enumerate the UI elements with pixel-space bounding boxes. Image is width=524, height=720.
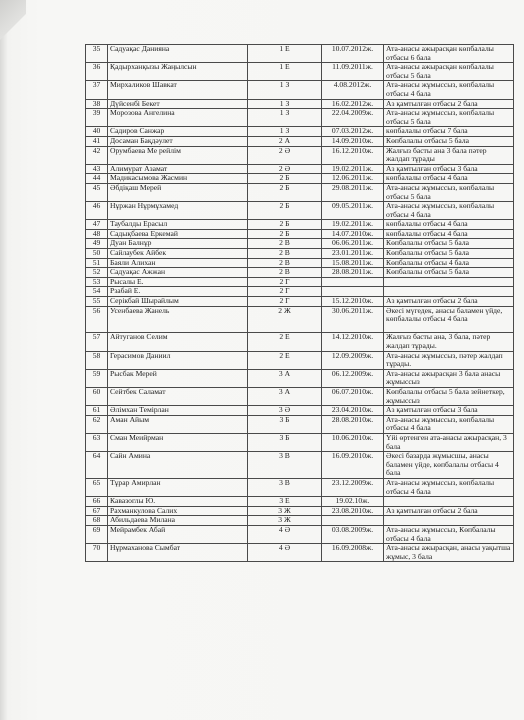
row-number-cell: 62 <box>86 415 108 433</box>
table-row <box>86 277 514 287</box>
birth-date-cell: 4.08.2012ж. <box>322 81 384 99</box>
birth-date-cell: 15.12.2010ж. <box>322 297 384 307</box>
class-name-cell: 1 Е <box>248 45 322 63</box>
row-number-cell: 67 <box>86 506 108 516</box>
class-name-cell: 2 Б <box>248 202 322 220</box>
birth-date-cell: 28.08.2010ж. <box>322 415 384 433</box>
birth-date-cell: 23.04.2010ж. <box>322 406 384 416</box>
birth-date-cell: 23.08.2010ж. <box>322 506 384 516</box>
class-name-cell: 2 В <box>248 268 322 278</box>
family-status-cell: Аз қамтылған отбасы 2 бала <box>384 297 514 307</box>
table-row <box>86 109 514 127</box>
table-row <box>86 229 514 239</box>
class-name-cell: 3 Ә <box>248 406 322 416</box>
row-number-cell: 65 <box>86 478 108 496</box>
page-corner-shadow <box>0 0 26 40</box>
class-name-cell: 2 В <box>248 249 322 259</box>
class-name-cell: 2 В <box>248 239 322 249</box>
row-number-cell: 47 <box>86 220 108 230</box>
row-number-cell: 44 <box>86 174 108 184</box>
birth-date-cell: 06.06.2011ж. <box>322 239 384 249</box>
row-number-cell: 60 <box>86 387 108 405</box>
family-status-cell: Әкесі базарда жұмысшы, анасы баламен үйде, көпбалалы отбасы 4 бала <box>384 452 514 479</box>
student-name-cell: Садуақас Данияна <box>108 45 248 63</box>
family-status-cell: көпбалалы отбасы 4 бала <box>384 229 514 239</box>
row-number-cell: 46 <box>86 202 108 220</box>
student-name-cell: Морозова Ангелина <box>108 109 248 127</box>
family-status-cell: Әкесі мүгедек, анасы баламен үйде, көпбалалы отбасы 4 бала <box>384 306 514 333</box>
row-number-cell: 49 <box>86 239 108 249</box>
row-number-cell: 58 <box>86 351 108 369</box>
class-name-cell: 3 В <box>248 452 322 479</box>
family-status-cell: Ата-анасы ажырасқан көпбалалы отбасы 6 бала <box>384 45 514 63</box>
family-status-cell: Аз қамтылған отбасы 2 бала <box>384 99 514 109</box>
table-row <box>86 516 514 526</box>
family-status-cell <box>384 516 514 526</box>
table-row <box>86 258 514 268</box>
birth-date-cell: 11.09.2011ж. <box>322 63 384 81</box>
row-number-cell: 50 <box>86 249 108 259</box>
family-status-cell: Ата-анасы ажырасқан, анасы уақытша жұмыс, 3 бала <box>384 544 514 562</box>
student-name-cell: Таубалды Ерасыл <box>108 220 248 230</box>
family-status-cell: көпбалалы отбасы 7 бала <box>384 127 514 137</box>
table-row <box>86 239 514 249</box>
family-status-cell: Көпбалалы отбасы 4 бала <box>384 258 514 268</box>
class-name-cell: 2 Г <box>248 297 322 307</box>
table-row <box>86 415 514 433</box>
student-name-cell: Баяли Алихан <box>108 258 248 268</box>
birth-date-cell: 28.08.2011ж. <box>322 268 384 278</box>
family-status-cell: Көпбалалы отбасы 5 бала <box>384 249 514 259</box>
student-name-cell: Рысбак Мерей <box>108 369 248 387</box>
class-name-cell: 1 З <box>248 99 322 109</box>
student-name-cell: Серікбай Шырайлым <box>108 297 248 307</box>
student-name-cell: Аман Айым <box>108 415 248 433</box>
row-number-cell: 53 <box>86 277 108 287</box>
table-row <box>86 268 514 278</box>
student-name-cell: Сман Меийрман <box>108 433 248 451</box>
family-status-cell: Ата-анасы жұмыссыз, көпбалалы отбасы 5 бала <box>384 109 514 127</box>
family-status-cell: Ата-анасы ажырасқан көпбалалы отбасы 5 бала <box>384 63 514 81</box>
class-name-cell: 1 Е <box>248 63 322 81</box>
class-name-cell: 3 Е <box>248 497 322 507</box>
student-name-cell: Тұрар Амирлан <box>108 478 248 496</box>
row-number-cell: 36 <box>86 63 108 81</box>
family-status-cell: Ата-анасы жұмыссыз, көпбалалы отбасы 4 бала <box>384 202 514 220</box>
birth-date-cell: 06.07.2010ж. <box>322 387 384 405</box>
row-number-cell: 63 <box>86 433 108 451</box>
class-name-cell: 2 Б <box>248 174 322 184</box>
table-row <box>86 202 514 220</box>
table-row <box>86 287 514 297</box>
student-name-cell: Усенбаева Жанель <box>108 306 248 333</box>
class-name-cell: 2 Ж <box>248 306 322 333</box>
class-name-cell: 2 Г <box>248 287 322 297</box>
row-number-cell: 70 <box>86 544 108 562</box>
class-name-cell: 2 В <box>248 258 322 268</box>
table-row <box>86 452 514 479</box>
class-name-cell: 3 А <box>248 369 322 387</box>
student-name-cell: Сайлаубек Айбек <box>108 249 248 259</box>
table-row <box>86 45 514 63</box>
table-row <box>86 351 514 369</box>
student-name-cell: Садиров Санжар <box>108 127 248 137</box>
class-name-cell: 2 Ә <box>248 146 322 164</box>
student-name-cell: Садықбаева Еркемай <box>108 229 248 239</box>
student-name-cell: Мирхаликов Шавкат <box>108 81 248 99</box>
row-number-cell: 38 <box>86 99 108 109</box>
birth-date-cell: 06.12.2009ж. <box>322 369 384 387</box>
family-status-cell: Көпбалалы отбасы 5 бала <box>384 268 514 278</box>
class-name-cell: 2 Б <box>248 220 322 230</box>
student-name-cell: Досаман Бақдәулет <box>108 136 248 146</box>
family-status-cell <box>384 277 514 287</box>
birth-date-cell: 09.05.2011ж. <box>322 202 384 220</box>
birth-date-cell: 14.07.2010ж. <box>322 229 384 239</box>
family-status-cell: Ата-анасы ажырасқан 3 бала анасы жұмыссыз <box>384 369 514 387</box>
row-number-cell: 42 <box>86 146 108 164</box>
row-number-cell: 43 <box>86 164 108 174</box>
family-status-cell: Ата-анасы жұмыссыз, көпбалалы отбасы 5 бала <box>384 183 514 201</box>
birth-date-cell: 23.01.2011ж. <box>322 249 384 259</box>
birth-date-cell: 19.02.10ж. <box>322 497 384 507</box>
class-name-cell: 3 Ж <box>248 516 322 526</box>
family-status-cell <box>384 497 514 507</box>
student-name-cell: Садуақас Ажжан <box>108 268 248 278</box>
student-name-cell: Герасимов Даниил <box>108 351 248 369</box>
table-row <box>86 369 514 387</box>
birth-date-cell: 30.06.2011ж. <box>322 306 384 333</box>
student-list-sheet <box>85 44 513 562</box>
birth-date-cell: 15.08.2011ж. <box>322 258 384 268</box>
class-name-cell: 4 Ә <box>248 525 322 543</box>
table-row <box>86 433 514 451</box>
table-row <box>86 174 514 184</box>
class-name-cell: 3 Б <box>248 433 322 451</box>
family-status-cell: Көпбалалы отбасы 5 бала зейнеткер, жұмыссыз <box>384 387 514 405</box>
class-name-cell: 1 З <box>248 81 322 99</box>
student-name-cell: Дуан Балнұр <box>108 239 248 249</box>
table-row <box>86 525 514 543</box>
table-row <box>86 183 514 201</box>
row-number-cell: 61 <box>86 406 108 416</box>
family-status-cell: Жалғыз басты ана, 3 бала, пәтер жалдап тұрады. <box>384 333 514 351</box>
family-status-cell: көпбалалы отбасы 4 бала <box>384 220 514 230</box>
row-number-cell: 59 <box>86 369 108 387</box>
student-table <box>85 44 514 562</box>
row-number-cell: 40 <box>86 127 108 137</box>
row-number-cell: 68 <box>86 516 108 526</box>
row-number-cell: 56 <box>86 306 108 333</box>
birth-date-cell: 03.08.2009ж. <box>322 525 384 543</box>
class-name-cell: 1 З <box>248 109 322 127</box>
student-name-cell: Рзабай Е. <box>108 287 248 297</box>
family-status-cell: Үйі өртенген ата-анасы ажырасқан, 3 бала <box>384 433 514 451</box>
student-name-cell: Мадикасымова Жасмин <box>108 174 248 184</box>
family-status-cell: Аз қамтылған отбасы 3 бала <box>384 406 514 416</box>
birth-date-cell: 12.09.2009ж. <box>322 351 384 369</box>
student-name-cell: Нұрмаханова Сымбат <box>108 544 248 562</box>
birth-date-cell: 16.09.2008ж. <box>322 544 384 562</box>
table-row <box>86 220 514 230</box>
table-row <box>86 544 514 562</box>
class-name-cell: 2 А <box>248 136 322 146</box>
student-name-cell: Қадырханқызы Жаңылсын <box>108 63 248 81</box>
table-row <box>86 164 514 174</box>
birth-date-cell <box>322 287 384 297</box>
row-number-cell: 64 <box>86 452 108 479</box>
table-row <box>86 506 514 516</box>
table-row <box>86 297 514 307</box>
table-row <box>86 406 514 416</box>
birth-date-cell: 10.06.2010ж. <box>322 433 384 451</box>
class-name-cell: 2 Ә <box>248 164 322 174</box>
student-name-cell: Әлімхан Темірлан <box>108 406 248 416</box>
birth-date-cell: 19.02.2011ж. <box>322 164 384 174</box>
class-name-cell: 3 А <box>248 387 322 405</box>
class-name-cell: 3 Б <box>248 415 322 433</box>
student-name-cell: Сейтбек Саламат <box>108 387 248 405</box>
family-status-cell: Аз қамтылған отбасы 2 бала <box>384 506 514 516</box>
table-row <box>86 81 514 99</box>
family-status-cell: Ата-анасы жұмыссыз, көпбалалы отбасы 4 бала <box>384 81 514 99</box>
table-row <box>86 387 514 405</box>
student-name-cell: Орумбаева Ме рейлім <box>108 146 248 164</box>
class-name-cell: 2 Е <box>248 351 322 369</box>
family-status-cell: Жалғыз басты ана 3 бала пәтер жалдап тұрады <box>384 146 514 164</box>
student-name-cell: Абильдаева Милана <box>108 516 248 526</box>
birth-date-cell <box>322 516 384 526</box>
row-number-cell: 69 <box>86 525 108 543</box>
table-row <box>86 136 514 146</box>
student-name-cell: Рысалы Е. <box>108 277 248 287</box>
birth-date-cell: 29.08.2011ж. <box>322 183 384 201</box>
row-number-cell: 51 <box>86 258 108 268</box>
table-row <box>86 63 514 81</box>
row-number-cell: 48 <box>86 229 108 239</box>
row-number-cell: 66 <box>86 497 108 507</box>
birth-date-cell: 07.03.2012ж. <box>322 127 384 137</box>
family-status-cell: көпбалалы отбасы 4 бала <box>384 174 514 184</box>
birth-date-cell: 22.04.2009ж. <box>322 109 384 127</box>
family-status-cell: Ата-анасы жұмыссыз, Көпбалалы отбасы 4 бала <box>384 525 514 543</box>
student-name-cell: Рахманкулова Салих <box>108 506 248 516</box>
row-number-cell: 57 <box>86 333 108 351</box>
table-row <box>86 478 514 496</box>
row-number-cell: 45 <box>86 183 108 201</box>
birth-date-cell: 14.12.2010ж. <box>322 333 384 351</box>
student-name-cell: Айтуганов Селим <box>108 333 248 351</box>
student-name-cell: Әбдіқаш Мерей <box>108 183 248 201</box>
table-row <box>86 99 514 109</box>
student-name-cell: Алимурат Азамат <box>108 164 248 174</box>
birth-date-cell <box>322 277 384 287</box>
birth-date-cell: 16.09.2010ж. <box>322 452 384 479</box>
class-name-cell: 4 Ә <box>248 544 322 562</box>
table-row <box>86 249 514 259</box>
table-row <box>86 333 514 351</box>
table-row <box>86 146 514 164</box>
table-row <box>86 127 514 137</box>
class-name-cell: 2 Б <box>248 229 322 239</box>
student-name-cell: Сайн Амина <box>108 452 248 479</box>
row-number-cell: 52 <box>86 268 108 278</box>
row-number-cell: 55 <box>86 297 108 307</box>
class-name-cell: 3 В <box>248 478 322 496</box>
family-status-cell: Ата-анасы жұмыссыз, көпбалалы отбасы 4 бала <box>384 415 514 433</box>
row-number-cell: 41 <box>86 136 108 146</box>
class-name-cell: 2 Б <box>248 183 322 201</box>
class-name-cell: 2 Е <box>248 333 322 351</box>
student-name-cell: Мейрамбек Абай <box>108 525 248 543</box>
row-number-cell: 39 <box>86 109 108 127</box>
birth-date-cell: 10.07.2012ж. <box>322 45 384 63</box>
birth-date-cell: 19.02.2011ж. <box>322 220 384 230</box>
class-name-cell: 1 З <box>248 127 322 137</box>
student-name-cell: Дүйсенбі Бекет <box>108 99 248 109</box>
birth-date-cell: 16.12.2010ж. <box>322 146 384 164</box>
class-name-cell: 3 Ж <box>248 506 322 516</box>
table-row <box>86 306 514 333</box>
family-status-cell: Ата-анасы жұмыссыз, көпбалалы отбасы 4 бала <box>384 478 514 496</box>
class-name-cell: 2 Г <box>248 277 322 287</box>
birth-date-cell: 23.12.2009ж. <box>322 478 384 496</box>
family-status-cell: Көпбалалы отбасы 5 бала <box>384 239 514 249</box>
family-status-cell: Көпбалалы отбасы 5 бала <box>384 136 514 146</box>
family-status-cell <box>384 287 514 297</box>
student-table-body <box>86 45 514 562</box>
birth-date-cell: 16.02.2012ж. <box>322 99 384 109</box>
table-row <box>86 497 514 507</box>
birth-date-cell: 12.06.2011ж. <box>322 174 384 184</box>
row-number-cell: 37 <box>86 81 108 99</box>
row-number-cell: 35 <box>86 45 108 63</box>
birth-date-cell: 14.09.2010ж. <box>322 136 384 146</box>
family-status-cell: Аз қамтылған отбасы 3 бала <box>384 164 514 174</box>
row-number-cell: 54 <box>86 287 108 297</box>
student-name-cell: Кавазоглы Ю. <box>108 497 248 507</box>
student-name-cell: Нұржан Нұрмұхамед <box>108 202 248 220</box>
family-status-cell: Ата-анасы жұмыссыз, пәтер жалдап тұрады. <box>384 351 514 369</box>
